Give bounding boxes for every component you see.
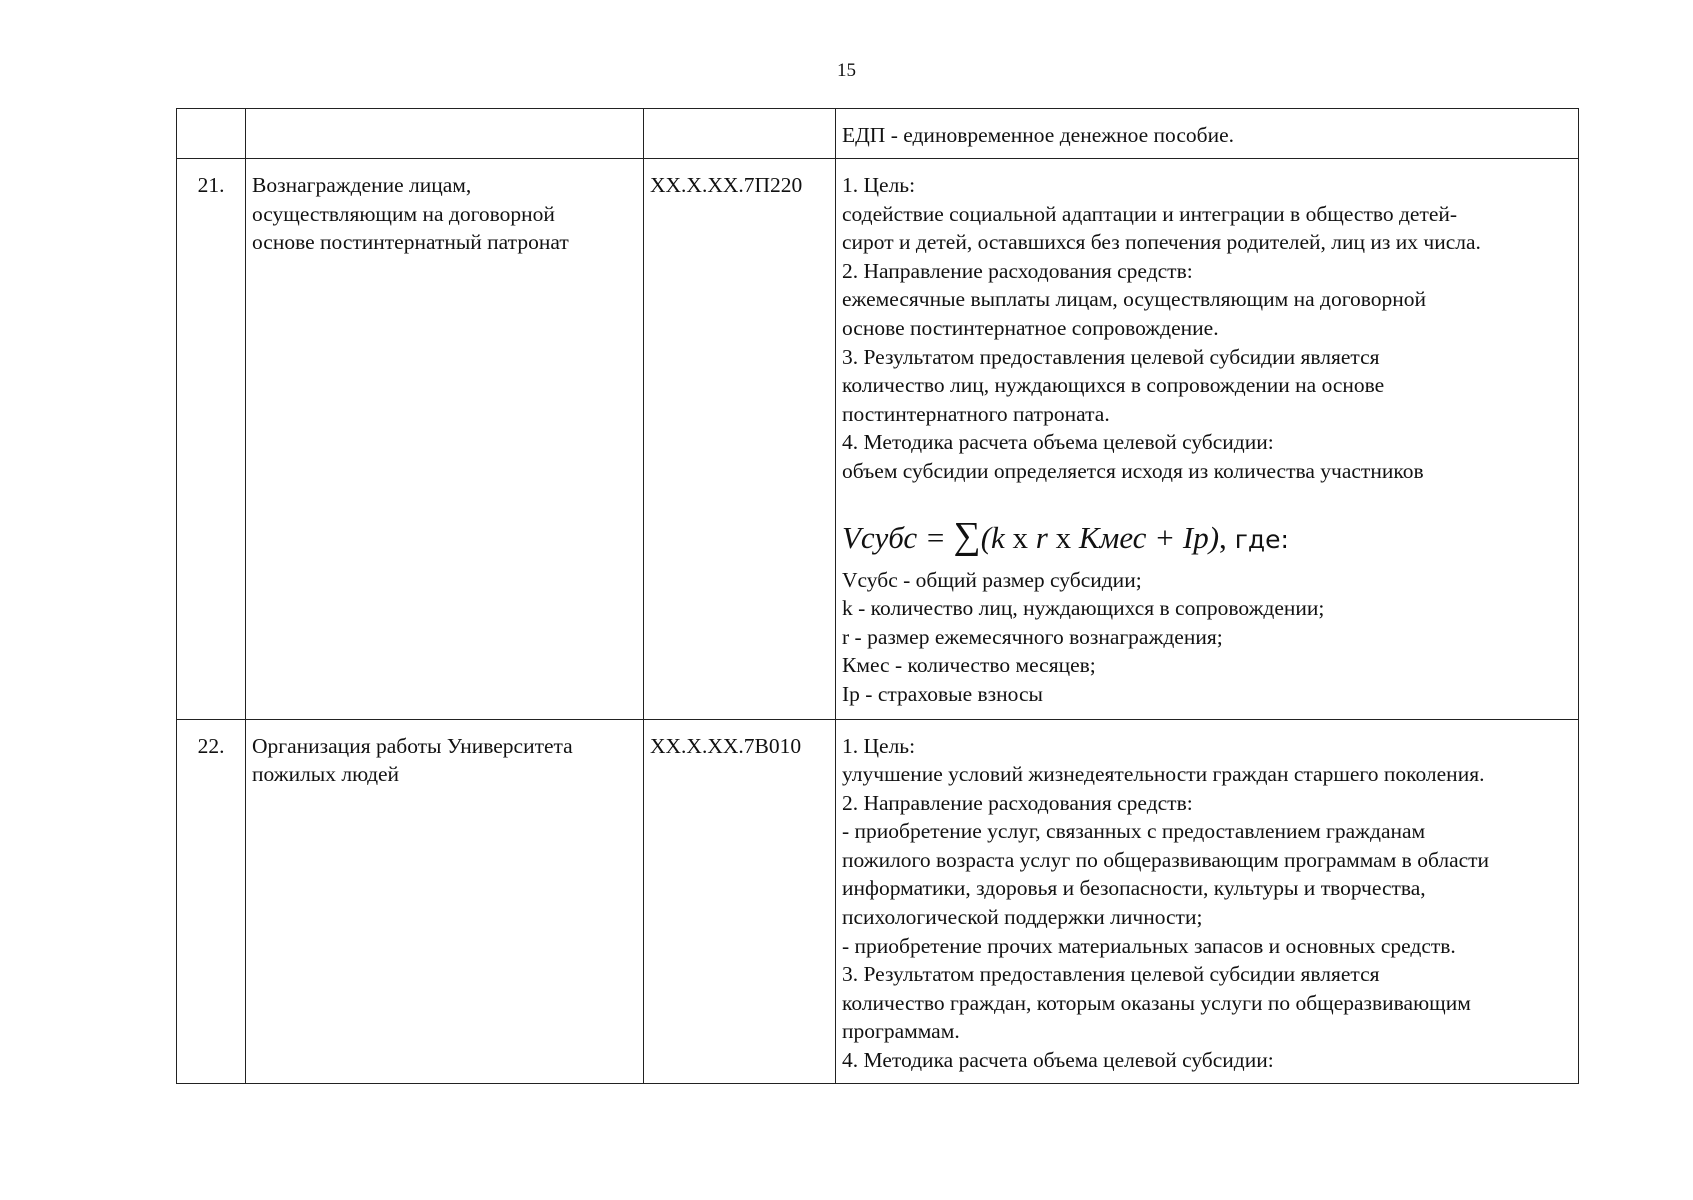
description-line: количество лиц, нуждающихся в сопровождении на основе — [842, 373, 1385, 398]
description-line: 4. Методика расчета объема целевой субсидии: — [842, 1048, 1274, 1073]
description-line: 1. Цель: — [842, 733, 916, 758]
cell-code — [644, 109, 836, 159]
description-line: содействие социальной адаптации и интеграции в общество детей- — [842, 201, 1458, 226]
description-line: ежемесячные выплаты лицам, осуществляющим на договорной — [842, 287, 1426, 312]
cell-code — [644, 719, 836, 1083]
title-line: Вознаграждение лицам, — [252, 173, 472, 197]
budget-code: XX.X.XX.7B010 — [650, 733, 802, 758]
description-line: программам. — [842, 1019, 960, 1044]
title-line: пожилых людей — [252, 762, 400, 787]
description-line: - приобретение услуг, связанных с предоставлением гражданам — [842, 819, 1426, 844]
multiply-sign: x — [1055, 519, 1072, 555]
cell-description — [836, 109, 1579, 159]
row-number: 22. — [197, 733, 225, 758]
description-line: количество граждан, которым оказаны услуги по общеразвивающим — [842, 990, 1471, 1015]
description-line: информатики, здоровья и безопасности, культуры и творчества, — [842, 876, 1426, 901]
cell-title — [246, 109, 644, 159]
row-number: 21. — [197, 173, 225, 197]
description-line: 2. Направление расходования средств: — [842, 790, 1193, 815]
table-row-22 — [177, 719, 1579, 1083]
title-line: осуществляющим на договорной — [252, 201, 555, 226]
description-line: 4. Методика расчета объема целевой субсидии: — [842, 430, 1274, 455]
sum-symbol: ∑ — [953, 514, 981, 557]
description-line: 2. Направление расходования средств: — [842, 258, 1193, 283]
formula-where: где: — [1226, 524, 1289, 554]
legend-line: r - размер ежемесячного вознаграждения; — [842, 624, 1223, 649]
description-line: постинтернатного патроната. — [842, 401, 1110, 426]
cell-title — [246, 159, 644, 720]
budget-code: XX.X.XX.7П220 — [650, 173, 803, 197]
page-number: 15 — [837, 60, 856, 81]
description-line: - приобретение прочих материальных запасов и основных средств. — [842, 933, 1456, 958]
table-row-21 — [177, 159, 1579, 720]
cell-description — [836, 159, 1579, 720]
title-line: основе постинтернатный патронат — [252, 230, 569, 255]
description-line: улучшение условий жизнедеятельности граждан старшего поколения. — [842, 762, 1485, 787]
multiply-sign: x — [1012, 519, 1029, 555]
legend-line: Ip - страховые взносы — [842, 681, 1043, 706]
formula-lhs: Vсубс = — [842, 519, 954, 555]
description-line: психологической поддержки личности; — [842, 905, 1203, 930]
title-line: Организация работы Университета — [252, 733, 573, 758]
formula-mid: r — [1028, 519, 1056, 555]
description-line: 3. Результатом предоставления целевой субсидии является — [842, 344, 1380, 369]
legend-line: k - количество лиц, нуждающихся в сопровождении; — [842, 596, 1325, 621]
description-line: объем субсидии определяется исходя из количества участников — [842, 458, 1424, 483]
description-line: сирот и детей, оставшихся без попечения родителей, лиц из их числа. — [842, 230, 1481, 255]
legend-line: Кмес - количество месяцев; — [842, 653, 1096, 678]
description-line: 1. Цель: — [842, 173, 916, 197]
cell-code — [644, 159, 836, 720]
description-line: пожилого возраста услуг по общеразвивающим программам в области — [842, 847, 1490, 872]
description-line: 3. Результатом предоставления целевой субсидии является — [842, 962, 1380, 987]
formula-comma: , — [1219, 519, 1227, 555]
formula-open: (k — [980, 519, 1013, 555]
formula-mid: Kмес + Ip) — [1071, 519, 1220, 555]
cell-number — [177, 159, 246, 720]
description-line: основе постинтернатное сопровождение. — [842, 315, 1219, 340]
cell-number — [177, 719, 246, 1083]
cell-title — [246, 719, 644, 1083]
cell-number — [177, 109, 246, 159]
description-line: ЕДП - единовременное денежное пособие. — [842, 123, 1234, 147]
subsidy-formula — [842, 516, 1572, 560]
table-row-continued — [177, 109, 1579, 159]
subsidy-table — [176, 108, 1579, 1084]
legend-line: Vсубс - общий размер субсидии; — [842, 567, 1142, 592]
cell-description — [836, 719, 1579, 1083]
